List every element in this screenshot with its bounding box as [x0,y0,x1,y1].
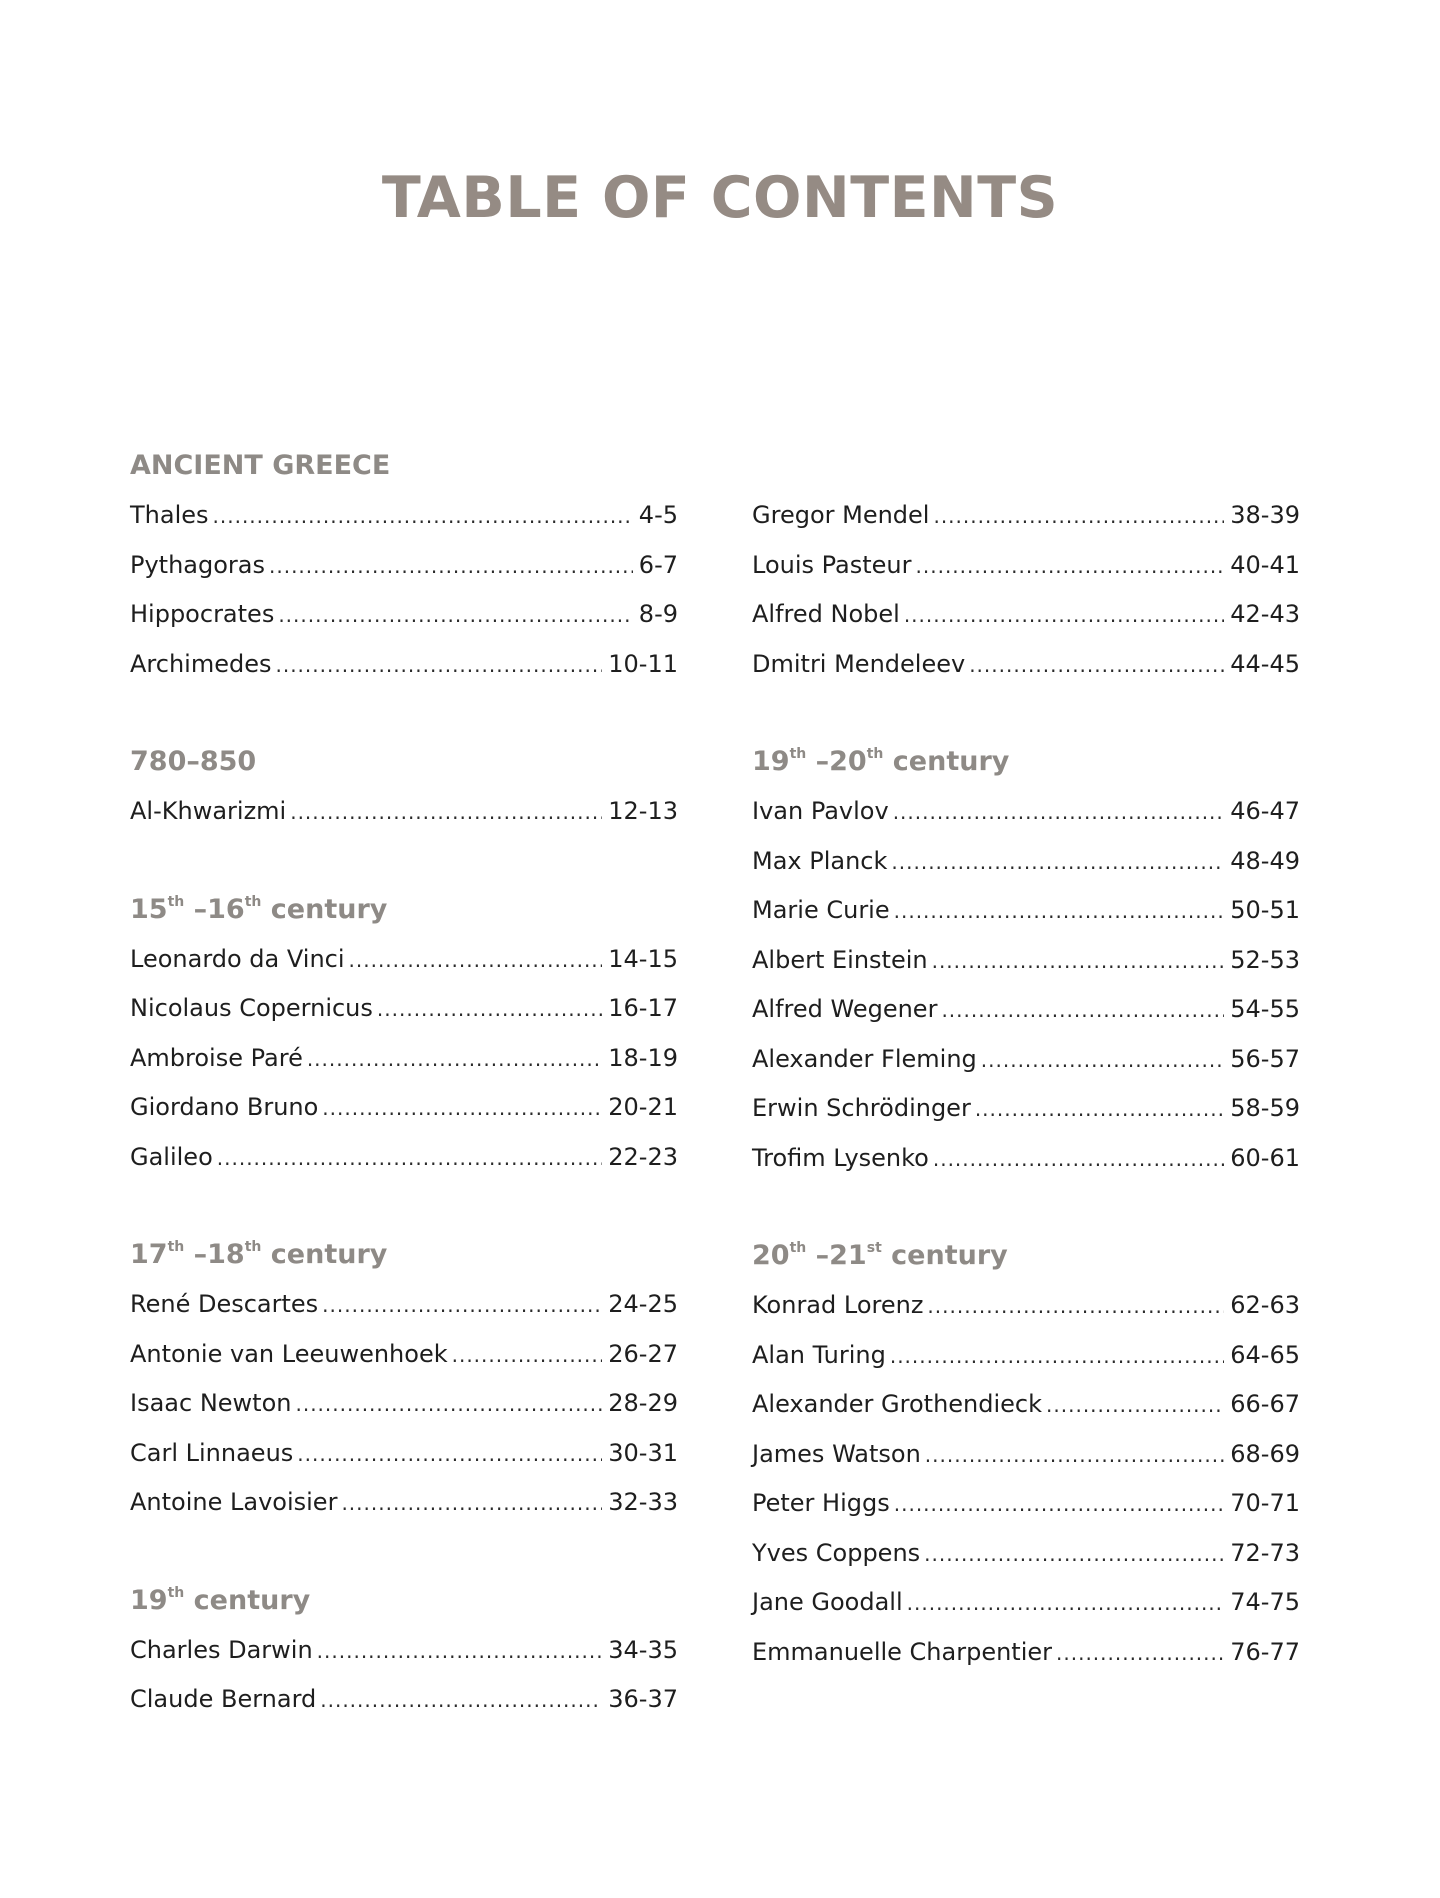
toc-entry[interactable] [130,589,678,639]
entry-name: Alfred Wegener [752,995,938,1023]
toc-entry[interactable] [130,1625,678,1675]
entry-pages: 16-17 [608,994,678,1022]
entry-name: Galileo [130,1142,213,1171]
entry-pages: 4-5 [638,501,678,529]
toc-entry[interactable] [752,935,1300,985]
entry-name: Archimedes [130,649,272,678]
dot-leader [924,1529,1224,1579]
entry-pages: 32-33 [608,1488,678,1516]
dot-leader [904,590,1224,640]
toc-entry[interactable] [752,1577,1300,1627]
toc-entry[interactable] [752,885,1300,935]
dot-leader [893,787,1225,837]
dot-leader [941,985,1224,1035]
dot-leader [925,1430,1224,1480]
entry-pages: 52-53 [1230,945,1300,974]
entry-name: Albert Einstein [752,945,928,974]
dot-leader [1056,1628,1224,1678]
section-spacer [752,440,1300,490]
toc-entry[interactable] [130,983,678,1033]
toc-entry[interactable] [130,786,678,836]
section-heading: 19th –20th century [752,746,1010,777]
entry-name: Emmanuelle Charpentier [752,1637,1053,1666]
entry-pages: 68-69 [1230,1439,1300,1468]
entry-name: Antonie van Leeuwenhoek [130,1339,448,1368]
toc-entry[interactable] [130,1428,678,1478]
entry-name: Dmitri Mendeleev [752,649,966,678]
dot-leader [349,935,603,985]
entry-name: Nicolaus Copernicus [130,994,373,1022]
entry-name: Trofim Lysenko [752,1143,929,1172]
entry-name: Carl Linnaeus [130,1438,294,1467]
entry-pages: 46-47 [1230,797,1300,825]
dot-leader [894,1479,1225,1529]
toc-entry[interactable] [752,1627,1300,1677]
entry-pages: 50-51 [1230,896,1300,924]
toc-entry[interactable] [752,1280,1300,1330]
entry-pages: 28-29 [608,1389,678,1417]
dot-leader [341,1478,602,1528]
entry-pages: 6-7 [638,550,678,579]
toc-entry[interactable] [130,639,678,689]
section-heading: ANCIENT GREECE [130,450,391,481]
toc-entry[interactable] [130,1378,678,1428]
entry-pages: 38-39 [1230,501,1300,529]
toc-entry[interactable] [752,589,1300,639]
entry-name: Leonardo da Vinci [130,944,345,973]
entry-name: Thales [130,501,209,529]
entry-pages: 64-65 [1230,1340,1300,1369]
entry-pages: 14-15 [608,944,678,973]
entry-pages: 66-67 [1230,1390,1300,1418]
dot-leader [213,491,633,541]
section-heading: 780–850 [130,746,257,777]
dot-leader [377,984,602,1034]
toc-entry[interactable] [130,1082,678,1132]
toc-entry[interactable] [752,786,1300,836]
entry-name: Claude Bernard [130,1685,317,1713]
entry-name: Al-Khwarizmi [130,797,287,825]
entry-pages: 30-31 [608,1438,678,1467]
dot-leader [969,640,1224,690]
dot-leader [269,541,633,591]
entry-name: Marie Curie [752,896,890,924]
entry-pages: 56-57 [1230,1044,1300,1073]
toc-column-left [130,440,678,1772]
toc-entry[interactable] [130,1477,678,1527]
toc-entry[interactable] [752,1083,1300,1133]
dot-leader [981,1035,1224,1085]
dot-leader [890,1331,1224,1381]
toc-entry[interactable] [752,1429,1300,1479]
entry-pages: 44-45 [1230,649,1300,678]
entry-name: Peter Higgs [752,1489,890,1517]
entry-pages: 8-9 [638,600,678,628]
toc-entry[interactable] [130,1674,678,1724]
dot-leader [275,640,602,690]
dot-leader [278,590,632,640]
toc-entry[interactable] [752,540,1300,590]
entry-name: Konrad Lorenz [752,1291,924,1319]
entry-pages: 12-13 [608,797,678,825]
dot-leader [307,1034,602,1084]
entry-name: Ivan Pavlov [752,797,889,825]
entry-name: Pythagoras [130,550,265,579]
section-19th-century [130,1575,678,1724]
entry-pages: 26-27 [608,1339,678,1368]
section-17th-18th-century [130,1229,678,1527]
dot-leader [452,1330,603,1380]
section-heading: 19th century [130,1584,311,1616]
dot-leader [290,787,602,837]
section-heading: 20th –21st century [752,1240,1008,1271]
entry-name: Isaac Newton [130,1389,292,1417]
entry-name: Gregor Mendel [752,501,930,529]
toc-entry[interactable] [752,1133,1300,1183]
entry-pages: 36-37 [608,1685,678,1713]
toc-entry[interactable] [752,639,1300,689]
entry-name: Yves Coppens [752,1538,921,1567]
entry-pages: 74-75 [1230,1588,1300,1616]
dot-leader [1046,1380,1224,1430]
entry-pages: 58-59 [1230,1094,1300,1122]
entry-name: Antoine Lavoisier [130,1488,338,1516]
toc-entry[interactable] [130,934,678,984]
toc-entry[interactable] [752,1330,1300,1380]
entry-pages: 34-35 [608,1635,678,1664]
entry-pages: 60-61 [1230,1143,1300,1172]
entry-name: René Descartes [130,1290,319,1318]
entry-name: Alan Turing [752,1340,886,1369]
section-15th-16th-century [130,884,678,1182]
dot-leader [916,541,1225,591]
entry-name: Alexander Fleming [752,1044,977,1073]
section-19th-century-continued [752,440,1300,688]
entry-name: Alexander Grothendieck [752,1390,1043,1418]
entry-name: Hippocrates [130,600,275,628]
entry-pages: 22-23 [608,1142,678,1171]
toc-entry[interactable] [130,1329,678,1379]
entry-pages: 76-77 [1230,1637,1300,1666]
entry-pages: 18-19 [608,1043,678,1072]
dot-leader [975,1084,1224,1134]
entry-name: Alfred Nobel [752,600,900,628]
entry-name: Erwin Schrödinger [752,1094,971,1122]
toc-entry[interactable] [752,1379,1300,1429]
section-heading: 15th –16th century [130,893,388,925]
dot-leader [933,491,1224,541]
toc-entry[interactable] [130,1132,678,1182]
entry-name: Giordano Bruno [130,1093,319,1121]
toc-entry[interactable] [752,490,1300,540]
dot-leader [295,1379,602,1429]
entry-pages: 72-73 [1230,1538,1300,1567]
entry-name: Jane Goodall [752,1588,903,1616]
section-20th-21st-century [752,1230,1300,1676]
toc-entry[interactable] [130,1279,678,1329]
toc-entry[interactable] [130,1033,678,1083]
entry-name: Ambroise Paré [130,1043,303,1072]
dot-leader [933,1134,1224,1184]
section-heading: 17th –18th century [130,1239,388,1270]
dot-leader [217,1133,602,1183]
toc-entry[interactable] [752,1528,1300,1578]
entry-pages: 48-49 [1230,846,1300,875]
entry-pages: 40-41 [1230,550,1300,579]
section-ancient-greece [130,440,678,688]
dot-leader [297,1429,602,1479]
dot-leader [322,1280,602,1330]
dot-leader [932,936,1225,986]
dot-leader [320,1675,602,1725]
dot-leader [317,1626,603,1676]
toc-entry[interactable] [752,984,1300,1034]
toc-entry[interactable] [752,1478,1300,1528]
entry-pages: 62-63 [1230,1291,1300,1319]
dot-leader [322,1083,602,1133]
toc-entry[interactable] [752,836,1300,886]
toc-entry[interactable] [130,540,678,590]
toc-column-right [752,440,1300,1724]
entry-name: James Watson [752,1439,921,1468]
entry-pages: 24-25 [608,1290,678,1318]
dot-leader [894,886,1225,936]
entry-pages: 42-43 [1230,600,1300,628]
section-19th-20th-century [752,736,1300,1182]
toc-entry[interactable] [752,1034,1300,1084]
entry-name: Max Planck [752,846,888,875]
dot-leader [891,837,1224,887]
entry-name: Louis Pasteur [752,550,912,579]
entry-pages: 20-21 [608,1093,678,1121]
entry-pages: 10-11 [608,649,678,678]
page-title: TABLE OF CONTENTS [381,165,1059,231]
entry-pages: 54-55 [1230,995,1300,1023]
section-780-850 [130,736,678,836]
dot-leader [927,1281,1224,1331]
toc-entry[interactable] [130,490,678,540]
entry-pages: 70-71 [1230,1489,1300,1517]
dot-leader [907,1578,1225,1628]
entry-name: Charles Darwin [130,1635,313,1664]
